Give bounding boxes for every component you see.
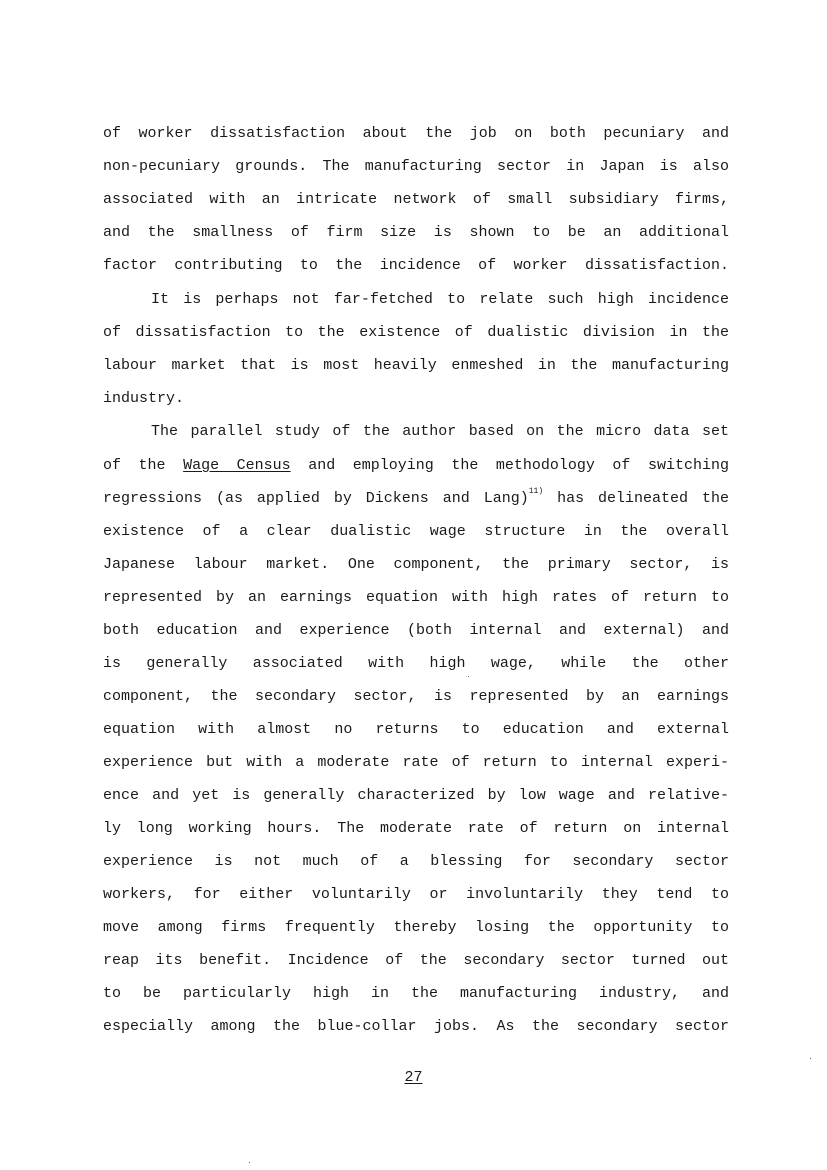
- text-line: component, the secondary sector, is represented by an earnings: [103, 688, 729, 705]
- text-line: to be particularly high in the manufacturing industry, and: [103, 985, 729, 1002]
- text-line: It is perhaps not far-fetched to relate such high incidence: [151, 291, 729, 308]
- text-line: Japanese labour market. One component, the primary sector, is: [103, 556, 729, 573]
- scan-speck: [468, 676, 469, 677]
- text-line: labour market that is most heavily enmeshed in the manufacturing: [103, 357, 729, 374]
- text-line: [103, 489, 729, 522]
- text-line: ly long working hours. The moderate rate of return on internal: [103, 820, 729, 837]
- text-line: equation with almost no returns to education and external: [103, 721, 729, 738]
- text-line: move among firms frequently thereby losing the opportunity to: [103, 919, 729, 936]
- text-fragment: and employing the methodology of switching: [308, 457, 729, 474]
- footnote-reference: 11): [528, 487, 544, 496]
- text-line: of dissatisfaction to the existence of dualistic division in the: [103, 324, 729, 341]
- text-line: of worker dissatisfaction about the job on both pecuniary and: [103, 125, 729, 142]
- text-line: workers, for either voluntarily or involuntarily they tend to: [103, 886, 729, 903]
- text-line: The parallel study of the author based on the micro data set: [151, 423, 729, 440]
- text-line: ence and yet is generally characterized by low wage and relative-: [103, 787, 729, 804]
- text-fragment: of the: [103, 457, 166, 474]
- wage-census-title: Wage Census: [183, 457, 291, 474]
- text-line: especially among the blue-collar jobs. As the secondary sector: [103, 1018, 729, 1035]
- text-fragment: has delineated the: [557, 490, 729, 507]
- text-fragment: regressions (as applied by Dickens and Lang): [103, 490, 529, 507]
- text-line: factor contributing to the incidence of worker dissatisfaction.: [103, 257, 729, 274]
- text-line: [103, 456, 729, 489]
- text-line: represented by an earnings equation with high rates of return to: [103, 589, 729, 606]
- text-line: experience but with a moderate rate of return to internal experi-: [103, 754, 729, 771]
- text-line: experience is not much of a blessing for secondary sector: [103, 853, 729, 870]
- scan-speck: [810, 1058, 811, 1059]
- text-line: reap its benefit. Incidence of the secondary sector turned out: [103, 952, 729, 969]
- text-line: non-pecuniary grounds. The manufacturing sector in Japan is also: [103, 158, 729, 175]
- text-line: industry.: [103, 390, 185, 407]
- text-line: both education and experience (both internal and external) and: [103, 622, 729, 639]
- text-line: existence of a clear dualistic wage structure in the overall: [103, 523, 729, 540]
- text-line: is generally associated with high wage, while the other: [103, 655, 729, 672]
- text-line: and the smallness of firm size is shown to be an additional: [103, 224, 729, 241]
- scan-speck: [249, 1162, 250, 1163]
- text-line: associated with an intricate network of small subsidiary firms,: [103, 191, 729, 208]
- page-number: 27: [404, 1069, 423, 1086]
